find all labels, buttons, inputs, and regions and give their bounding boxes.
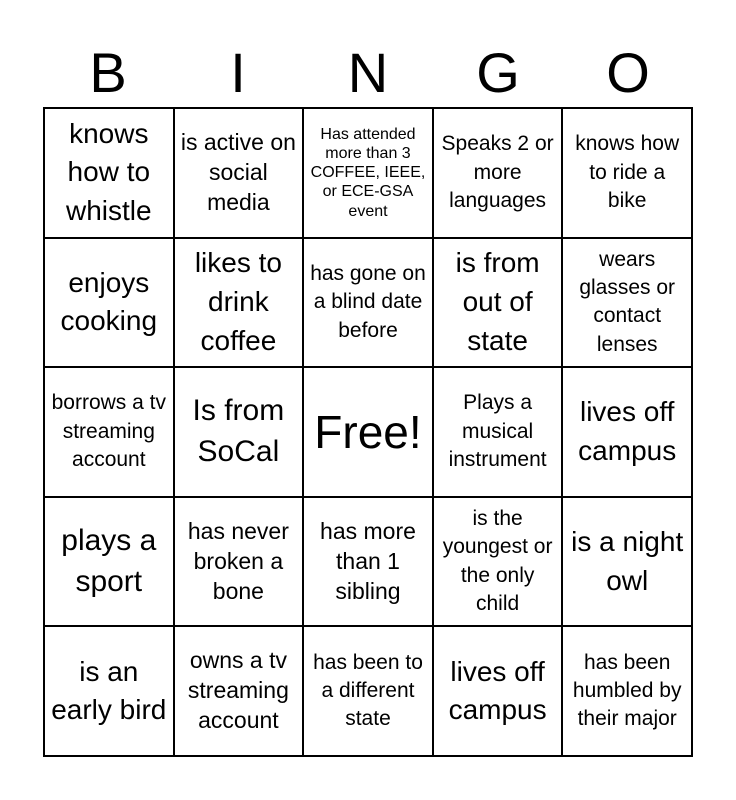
bingo-cell[interactable]: wears glasses or contact lenses bbox=[562, 238, 692, 368]
header-letter-n: N bbox=[347, 41, 389, 104]
header-letter-o: O bbox=[606, 41, 650, 104]
bingo-cell[interactable]: has never broken a bone bbox=[174, 497, 304, 627]
bingo-cell[interactable]: has gone on a blind date before bbox=[303, 238, 433, 368]
bingo-cell[interactable]: is a night owl bbox=[562, 497, 692, 627]
bingo-cell[interactable]: has been humbled by their major bbox=[562, 626, 692, 756]
free-space-cell[interactable]: Free! bbox=[303, 367, 433, 497]
bingo-header bbox=[43, 40, 693, 106]
bingo-cell[interactable]: lives off campus bbox=[433, 626, 563, 756]
header-letter-b: B bbox=[89, 41, 127, 104]
bingo-cell[interactable]: has more than 1 sibling bbox=[303, 497, 433, 627]
bingo-cell[interactable]: has been to a different state bbox=[303, 626, 433, 756]
bingo-cell[interactable]: lives off campus bbox=[562, 367, 692, 497]
bingo-cell[interactable]: Speaks 2 or more languages bbox=[433, 108, 563, 238]
bingo-cell[interactable]: likes to drink coffee bbox=[174, 238, 304, 368]
bingo-cell[interactable]: Has attended more than 3 COFFEE, IEEE, or ECE-GSA event bbox=[303, 108, 433, 238]
bingo-cell[interactable]: is from out of state bbox=[433, 238, 563, 368]
bingo-cell[interactable]: is active on social media bbox=[174, 108, 304, 238]
bingo-cell[interactable]: knows how to ride a bike bbox=[562, 108, 692, 238]
bingo-cell[interactable]: plays a sport bbox=[44, 497, 174, 627]
bingo-cell[interactable]: owns a tv streaming account bbox=[174, 626, 304, 756]
bingo-cell[interactable]: enjoys cooking bbox=[44, 238, 174, 368]
bingo-cell[interactable]: knows how to whistle bbox=[44, 108, 174, 238]
bingo-cell[interactable]: is the youngest or the only child bbox=[433, 497, 563, 627]
bingo-cell[interactable]: is an early bird bbox=[44, 626, 174, 756]
bingo-cell[interactable]: borrows a tv streaming account bbox=[44, 367, 174, 497]
header-letter-i: I bbox=[230, 41, 246, 104]
bingo-cell[interactable]: Plays a musical instrument bbox=[433, 367, 563, 497]
header-letter-g: G bbox=[476, 41, 520, 104]
bingo-cell[interactable]: Is from SoCal bbox=[174, 367, 304, 497]
bingo-board bbox=[43, 107, 693, 757]
